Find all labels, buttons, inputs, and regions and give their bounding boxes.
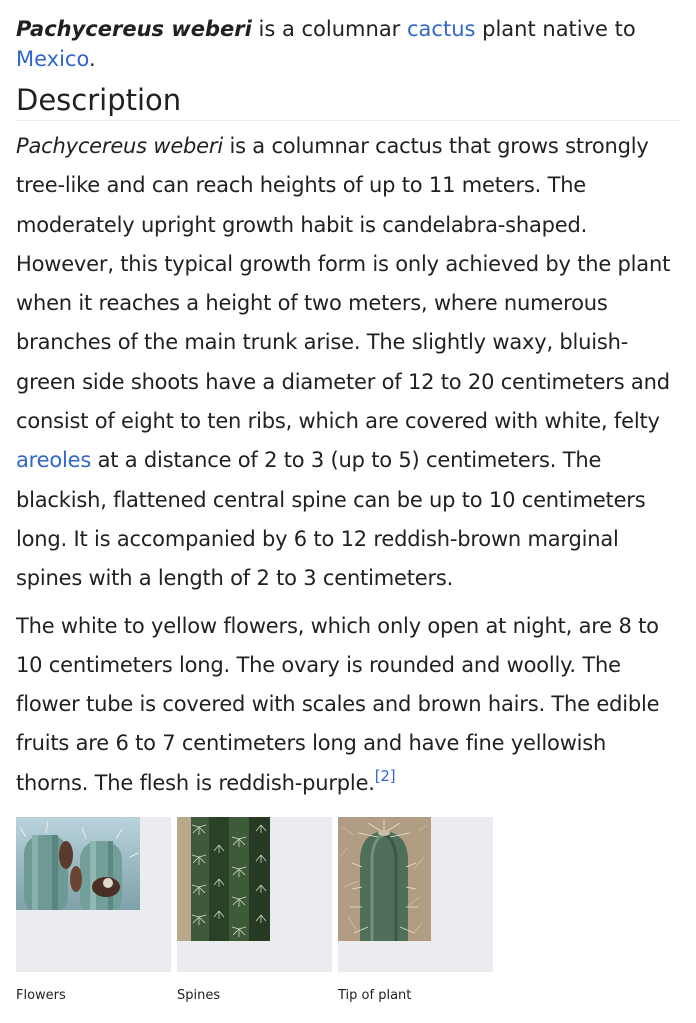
areoles-link[interactable]: areoles xyxy=(16,448,92,473)
gallery-caption: Spines xyxy=(177,988,221,1004)
gallery-caption: Flowers xyxy=(16,988,66,1004)
reference-link[interactable]: [2] xyxy=(374,766,396,785)
gallery-item[interactable] xyxy=(16,817,171,1003)
paragraph-1-text-1: is a columnar cactus that grows strongly tree-like and can reach heights of up to 11 meters. The moderately upright growth habit is candelabra-shaped. However, this typical growth form is only achieved by the plant when it reaches a height of two meters, where numerous branches of the main trunk arise. The slightly waxy, bluish-green side shoots have a diameter of 12 to 20 centimeters and consist of eight to ten ribs, which are covered with white, felty xyxy=(16,134,671,434)
image-gallery xyxy=(16,817,680,1003)
description-paragraph-2 xyxy=(16,607,680,803)
gallery-item[interactable] xyxy=(338,817,493,1003)
gallery-item[interactable] xyxy=(177,817,332,1003)
paragraph-species-name: Pachycereus weberi xyxy=(16,134,223,158)
gallery-thumb-box xyxy=(177,817,332,972)
flowers-image[interactable] xyxy=(16,817,140,910)
gallery-thumb-box xyxy=(16,817,171,972)
gallery-thumb-box xyxy=(338,817,493,972)
gallery-caption: Tip of plant xyxy=(338,988,412,1004)
tip-of-plant-image[interactable] xyxy=(338,817,431,941)
paragraph-2-text: The white to yellow flowers, which only open at night, are 8 to 10 centimeters long. The ovary is rounded and woolly. The flower tube is covered with scales and brown hairs. The edible fruits are 6 to 7 centimeters long and have fine yellowish thorns. The flesh is reddish-purple. xyxy=(16,613,660,795)
lead-text-2: plant native to xyxy=(475,17,636,41)
lead-species-name: Pachycereus weberi xyxy=(16,17,252,41)
lead-paragraph xyxy=(16,14,680,74)
spines-image[interactable] xyxy=(177,817,270,941)
lead-text-1: is a columnar xyxy=(251,17,407,41)
section-heading-description[interactable]: Description xyxy=(16,82,680,121)
mexico-link[interactable]: Mexico xyxy=(16,47,89,71)
cactus-link[interactable]: cactus xyxy=(407,17,476,41)
paragraph-1-text-2: at a distance of 2 to 3 (up to 5) centimeters. The blackish, flattened central spine can be up to 10 centimeters long. It is accompanied by 6 to 12 reddish-brown marginal spines with a length of 2 to 3 centimeters. xyxy=(16,448,646,591)
lead-text-3: . xyxy=(88,47,96,71)
description-paragraph-1 xyxy=(16,127,680,599)
